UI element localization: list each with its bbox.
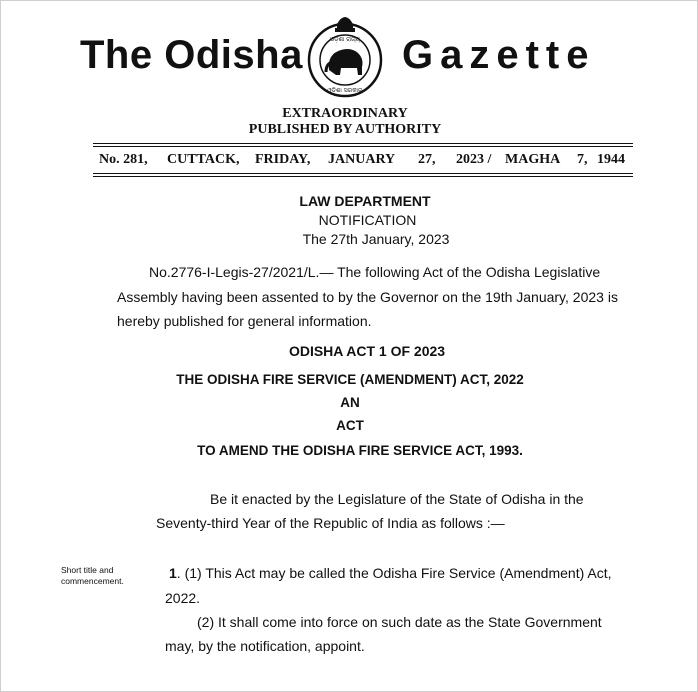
issue-saka-month: MAGHA — [505, 152, 561, 167]
section-1-line-1 — [169, 565, 612, 581]
section-1-number: 1 — [169, 565, 177, 581]
marginal-note — [61, 565, 124, 587]
issue-number: No. 281, — [99, 152, 148, 167]
issue-month: JANUARY — [328, 152, 396, 167]
notification-heading: NOTIFICATION — [318, 212, 417, 228]
masthead-right: Gazette — [402, 33, 596, 77]
issue-date: 27, — [418, 152, 436, 167]
section-1-line-3: (2) It shall come into force on such date as the State Government — [197, 614, 602, 630]
issue-place: CUTTACK, — [167, 152, 240, 167]
act-purpose: TO AMEND THE ODISHA FIRE SERVICE ACT, 1993. — [197, 443, 523, 458]
odisha-emblem — [302, 8, 388, 100]
extraordinary-label: EXTRAORDINARY — [282, 106, 408, 121]
act-act: ACT — [336, 418, 364, 433]
rule-top-2 — [93, 146, 633, 147]
act-an: AN — [340, 395, 360, 410]
notification-date: The 27th January, 2023 — [302, 231, 450, 247]
issue-day: FRIDAY, — [255, 152, 311, 167]
intro-line-1: No.2776-I-Legis-27/2021/L.— The following Act of the Odisha Legislative — [149, 264, 601, 280]
rule-top-1 — [93, 143, 633, 144]
masthead-left: The Odisha — [80, 33, 303, 77]
marginal-note-line-2: commencement. — [61, 576, 124, 586]
act-number: ODISHA ACT 1 OF 2023 — [288, 343, 446, 359]
enacting-line-1: Be it enacted by the Legislature of the State of Odisha in the — [210, 491, 584, 507]
rule-bottom-1 — [93, 173, 633, 174]
published-label: PUBLISHED BY AUTHORITY — [248, 122, 442, 137]
intro-line-2: Assembly having been assented to by the Governor on the 19th January, 2023 is — [117, 289, 618, 305]
rule-bottom-2 — [93, 176, 633, 177]
section-1-line-2: 2022. — [165, 590, 201, 606]
issue-year: 2023 / — [456, 152, 492, 167]
issue-saka-date: 7, — [577, 152, 588, 167]
emblem-top-text: ଓଡ଼ିଶା ରାଜ୍ୟ — [329, 36, 361, 43]
enacting-line-2: Seventy-third Year of the Republic of India as follows :— — [156, 515, 505, 531]
section-1-text-1: . (1) This Act may be called the Odisha Fire Service (Amendment) Act, — [176, 565, 612, 581]
act-title: THE ODISHA FIRE SERVICE (AMENDMENT) ACT, 2022 — [176, 372, 524, 387]
emblem-bottom-text: ଓଡ଼ିଶା ସରକାର — [327, 87, 363, 94]
intro-line-3: hereby published for general information. — [117, 313, 372, 329]
section-1-line-4: may, by the notification, appoint. — [165, 638, 365, 654]
department-heading: LAW DEPARTMENT — [299, 193, 431, 209]
marginal-note-line-1: Short title and — [61, 565, 114, 575]
issue-saka-year: 1944 — [597, 152, 625, 167]
